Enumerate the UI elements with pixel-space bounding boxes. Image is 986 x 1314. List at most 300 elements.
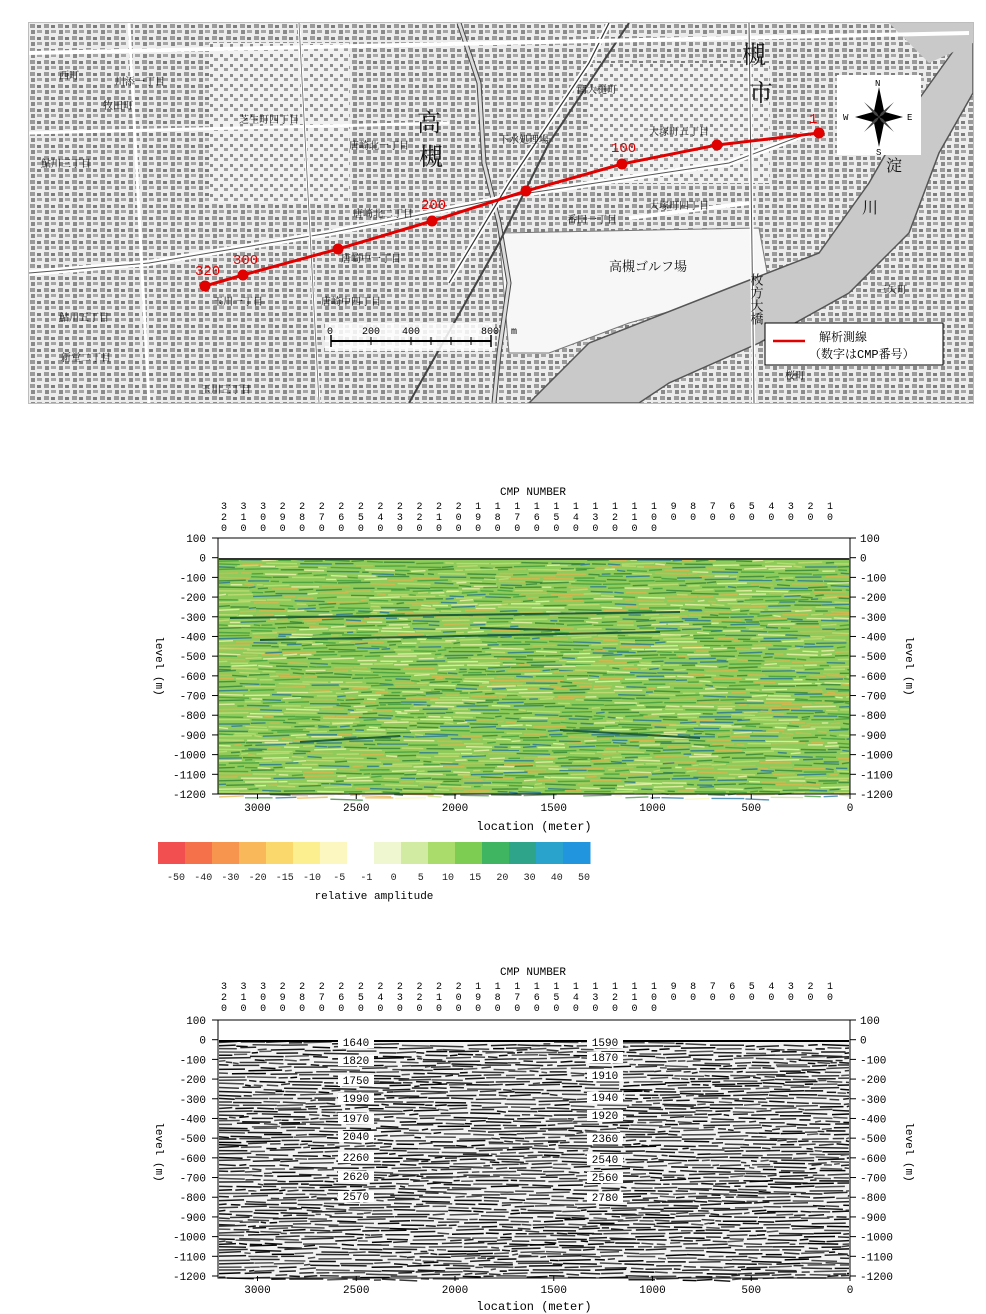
reflector (239, 1117, 248, 1118)
reflector (689, 740, 705, 741)
reflector (633, 1224, 655, 1225)
reflector (396, 1052, 416, 1053)
colorbar-tick-label: 20 (496, 873, 509, 884)
reflector (646, 1100, 662, 1101)
reflector (790, 1061, 797, 1062)
reflector (431, 1161, 450, 1162)
reflector (633, 1144, 640, 1145)
reflector (395, 717, 414, 718)
cmp-number-title: CMP NUMBER (499, 487, 567, 499)
reflector (625, 1217, 641, 1218)
reflector (219, 1214, 232, 1215)
reflector (370, 789, 392, 790)
reflector (663, 1054, 686, 1055)
reflector (728, 1091, 744, 1092)
reflector (589, 569, 605, 570)
level-tick-label: -500 (860, 1134, 887, 1147)
cmp-tick-label: 9 (279, 993, 286, 1004)
reflector (344, 747, 367, 748)
reflector (696, 677, 712, 678)
cmp-tick-label: 2 (416, 502, 423, 513)
reflector (457, 685, 479, 686)
reflector (593, 663, 627, 664)
reflector (304, 707, 333, 708)
reflector (228, 594, 253, 595)
reflector (553, 671, 584, 672)
reflector (686, 583, 707, 584)
cmp-tick-label: 0 (357, 524, 364, 535)
reflector (824, 581, 849, 582)
cmp-tick-label: 9 (475, 513, 482, 524)
reflector (292, 775, 303, 776)
colorbar-tick-label: -20 (248, 873, 267, 884)
reflector (821, 624, 836, 625)
reflector (568, 1224, 586, 1225)
reflector (660, 1196, 675, 1197)
reflector (464, 703, 475, 704)
reflector (219, 1218, 230, 1219)
reflector (815, 1186, 845, 1187)
level-tick-label: -1200 (172, 790, 206, 802)
reflector (371, 711, 392, 712)
cmp-label-1: 1 (809, 112, 818, 128)
reflector (275, 679, 300, 680)
place-label: 南大樋町 (577, 86, 617, 97)
reflector (835, 651, 849, 652)
reflector (764, 1077, 774, 1078)
reflector (495, 576, 511, 577)
reflector (435, 1157, 443, 1158)
cmp-tick-label: 0 (494, 1004, 501, 1015)
cmp-tick-label: 8 (494, 993, 501, 1004)
reflector (517, 753, 551, 754)
reflector (287, 610, 304, 611)
reflector (533, 645, 556, 646)
reflector (260, 1082, 286, 1083)
reflector (766, 627, 778, 628)
cmp-tick-label: 0 (260, 993, 267, 1004)
reflector (219, 1115, 244, 1116)
reflector (336, 614, 353, 615)
reflector (748, 1257, 757, 1258)
reflector (245, 1273, 272, 1274)
reflector (357, 632, 378, 633)
reflector (336, 773, 362, 774)
reflector (700, 1267, 722, 1268)
reflector (328, 1190, 349, 1191)
reflector (771, 749, 800, 750)
cmp-tick-label: 9 (279, 513, 286, 524)
place-label: 玉川一丁目 (213, 298, 263, 309)
level-tick-label: -700 (179, 691, 206, 704)
reflector (778, 683, 812, 684)
reflector (688, 573, 697, 574)
reflector (396, 1118, 417, 1119)
location-tick-label: 2000 (441, 803, 469, 815)
reflector (291, 1227, 324, 1228)
reflector (773, 1203, 808, 1204)
reflector (556, 1215, 584, 1216)
reflector (475, 1273, 487, 1274)
reflector (585, 1132, 620, 1133)
reflector (826, 1068, 849, 1069)
reflector (398, 654, 432, 655)
reflector (764, 664, 777, 665)
reflector (566, 733, 588, 734)
location-tick-label: 0 (846, 1285, 854, 1297)
cmp-tick-label: 2 (611, 513, 618, 524)
reflector (551, 777, 585, 778)
reflector (369, 597, 399, 598)
reflector (648, 584, 678, 585)
reflector (450, 1055, 458, 1056)
reflector (717, 712, 743, 713)
reflector (637, 625, 651, 626)
reflector (837, 647, 846, 648)
reflector (766, 760, 800, 761)
reflector (841, 573, 849, 574)
cmp-tick-label: 6 (729, 982, 736, 993)
reflector (481, 1216, 505, 1217)
reflector (485, 1059, 517, 1060)
reflector (338, 582, 370, 583)
reflector (244, 745, 252, 746)
reflector (337, 696, 345, 697)
reflector (350, 795, 360, 796)
reflector (219, 690, 248, 691)
level-axis-label-left: level (m) (152, 636, 164, 696)
reflector (273, 631, 296, 632)
cmp-tick-label: 2 (455, 502, 462, 513)
cmp-tick-label: 7 (318, 993, 325, 1004)
reflector (508, 652, 534, 653)
reflector (219, 649, 244, 650)
reflector (264, 716, 273, 717)
reflector (791, 757, 812, 758)
reflector (666, 590, 692, 591)
reflector (794, 1196, 810, 1197)
reflector (317, 597, 337, 598)
cmp-tick-label: 0 (651, 993, 658, 1004)
reflector (219, 686, 242, 687)
reflector (604, 705, 635, 706)
reflector (515, 1206, 535, 1207)
level-tick-label: -500 (179, 652, 206, 665)
cmp-tick-label: 2 (807, 982, 814, 993)
cmp-tick-label: 3 (592, 993, 599, 1004)
reflector (381, 631, 415, 632)
reflector (745, 600, 764, 601)
reflector (746, 1267, 767, 1268)
reflector (451, 1256, 481, 1257)
reflector (515, 766, 533, 767)
cmp-tick-label: 1 (240, 993, 247, 1004)
reflector (327, 1279, 348, 1280)
reflector (532, 1185, 553, 1186)
reflector (669, 1156, 696, 1157)
level-tick-label: -700 (860, 691, 887, 704)
reflector (747, 1238, 767, 1239)
reflector (292, 696, 313, 697)
reflector (728, 1183, 746, 1184)
reflector (549, 628, 574, 629)
reflector (624, 1264, 654, 1265)
reflector (724, 1115, 729, 1116)
reflector (626, 1276, 649, 1277)
reflector (535, 758, 555, 759)
reflector (545, 1242, 557, 1243)
reflector (641, 663, 652, 664)
reflector (317, 1232, 342, 1233)
reflector (624, 1253, 639, 1254)
reflector (600, 1153, 633, 1154)
reflector (843, 723, 849, 724)
reflector (418, 1191, 447, 1192)
reflector (519, 665, 530, 666)
reflector (712, 764, 726, 765)
reflector (245, 1085, 251, 1086)
reflector (541, 1072, 547, 1073)
reflector (568, 610, 601, 611)
reflector (398, 1170, 427, 1171)
reflector (509, 1071, 527, 1072)
reflector (649, 1122, 662, 1123)
reflector (597, 1250, 623, 1251)
reflector (847, 676, 849, 677)
place-label: 大塚町四丁目 (649, 202, 709, 213)
level-tick-label: -1200 (172, 1272, 206, 1284)
reflector (246, 1202, 266, 1203)
cmp-tick-label: 0 (396, 524, 403, 535)
reflector (656, 628, 678, 629)
reflector (407, 574, 424, 575)
reflector (668, 1163, 681, 1164)
level-tick-label: -1100 (172, 1252, 206, 1265)
colorbar-swatch (509, 842, 537, 864)
reflector (318, 727, 337, 728)
reflector (255, 1252, 270, 1253)
compass-s: S (876, 148, 882, 158)
reflector (373, 672, 405, 673)
reflector (331, 663, 359, 664)
reflector (713, 1241, 727, 1242)
reflector (516, 676, 533, 677)
reflector (577, 628, 602, 629)
reflector (324, 787, 352, 788)
reflector (274, 1120, 281, 1121)
reflector (285, 1060, 297, 1061)
reflector (653, 753, 681, 754)
reflector (808, 1045, 817, 1046)
reflector (417, 695, 426, 696)
reflector (294, 1253, 313, 1254)
reflector (497, 1111, 506, 1112)
reflector (500, 1138, 524, 1139)
reflector (815, 1121, 821, 1122)
reflector (661, 579, 677, 580)
reflector (301, 1207, 320, 1208)
reflector (672, 1078, 680, 1079)
reflector (561, 1061, 573, 1062)
cmp-tick-label: 1 (592, 502, 599, 513)
reflector (417, 1056, 422, 1057)
reflector (711, 631, 722, 632)
reflector (569, 746, 595, 747)
reflector (396, 679, 411, 680)
compass-rose-icon (837, 75, 921, 158)
reflector (744, 568, 767, 569)
reflector (830, 735, 837, 736)
reflector (315, 746, 327, 747)
reflector (777, 585, 790, 586)
reflector (809, 790, 827, 791)
reflector (479, 605, 502, 606)
reflector (671, 1221, 701, 1222)
reflector (656, 610, 685, 611)
reflector (453, 1266, 474, 1267)
reflector (414, 1236, 444, 1237)
legend-line-1: 解析測線 (819, 331, 868, 345)
cmp-tick-label: 0 (553, 524, 560, 535)
reflector (589, 1067, 612, 1068)
reflector (835, 697, 842, 698)
reflector (219, 633, 250, 634)
reflector (526, 584, 537, 585)
reflector (229, 1117, 236, 1118)
reflector (737, 1195, 757, 1196)
reflector (487, 742, 496, 743)
cmp-tick-label: 7 (514, 993, 521, 1004)
reflector (318, 713, 348, 714)
velocity-label: 1990 (342, 1094, 370, 1106)
reflector (280, 1165, 289, 1166)
reflector (717, 660, 727, 661)
reflector (456, 1229, 484, 1230)
reflector (487, 1243, 507, 1244)
reflector (638, 597, 665, 598)
cmp-tick-label: 1 (631, 982, 638, 993)
reflector (491, 1138, 500, 1139)
cmp-tick-label: 0 (416, 1004, 423, 1015)
reflector (362, 796, 391, 797)
reflector (818, 1063, 831, 1064)
reflector (657, 1244, 666, 1245)
reflector (371, 669, 401, 670)
reflector (655, 573, 687, 574)
reflector (680, 722, 696, 723)
reflector (254, 637, 276, 638)
reflector (465, 610, 496, 611)
colorbar-swatch (428, 842, 456, 864)
reflector (248, 1070, 282, 1071)
legend-line-2: （数字はCMP番号） (809, 348, 915, 362)
reflector (506, 1048, 531, 1049)
reflector (250, 1245, 277, 1246)
colorbar-tick-label: 5 (417, 873, 424, 884)
reflector (745, 726, 756, 727)
reflector (825, 596, 849, 597)
cmp-tick-label: 0 (807, 513, 814, 524)
reflector (462, 592, 478, 593)
reflector (825, 635, 848, 636)
location-axis (244, 794, 853, 815)
reflector (543, 670, 551, 671)
reflector (252, 1169, 261, 1170)
reflector (744, 1213, 750, 1214)
reflector (413, 1181, 428, 1182)
reflector (815, 1151, 822, 1152)
reflector (419, 1143, 433, 1144)
reflector (524, 780, 536, 781)
reflector (415, 736, 448, 737)
reflector (412, 1263, 421, 1264)
reflector (523, 1203, 547, 1204)
reflector (507, 689, 528, 690)
reflector (271, 1049, 305, 1050)
reflector (480, 1159, 495, 1160)
reflector (839, 735, 849, 736)
place-label: 唐崎北二丁目 (353, 210, 413, 221)
reflector (482, 735, 497, 736)
reflector (503, 1273, 528, 1274)
cmp-tick-label: 1 (533, 502, 540, 513)
reflector (694, 590, 713, 591)
level-tick-label: -900 (179, 730, 206, 743)
reflector (464, 790, 490, 791)
reflector (562, 1161, 587, 1162)
reflector (564, 1046, 573, 1047)
reflector (316, 673, 333, 674)
reflector (566, 1274, 579, 1275)
reflector (491, 1269, 496, 1270)
reflector (389, 1228, 418, 1229)
colorbar-swatch (212, 842, 240, 864)
reflector (778, 573, 812, 574)
level-tick-label: -900 (179, 1212, 206, 1225)
reflector (668, 1061, 677, 1062)
cmp-tick-label: 3 (260, 982, 267, 993)
reflector (738, 776, 747, 777)
reflector (517, 1170, 542, 1171)
reflector (807, 1072, 820, 1073)
colorbar-tick-label: 10 (441, 873, 455, 884)
reflector (219, 1249, 248, 1250)
reflector (815, 703, 832, 704)
reflector (248, 1220, 269, 1221)
cmp-tick-label: 1 (514, 982, 521, 993)
reflector (443, 1050, 465, 1051)
cmp-label-300: 300 (233, 253, 259, 269)
reflector (518, 1256, 538, 1257)
reflector (793, 1158, 814, 1159)
reflector (547, 1256, 581, 1257)
reflector (718, 638, 734, 639)
reflector (351, 561, 364, 562)
reflector (438, 665, 464, 666)
reflector (831, 612, 849, 613)
reflector (688, 674, 704, 675)
reflector (428, 796, 442, 797)
reflector (534, 787, 545, 788)
reflector (699, 681, 710, 682)
reflector (219, 1244, 236, 1245)
reflector (255, 1060, 265, 1061)
reflector (786, 635, 810, 636)
cmp-tick-label: 0 (690, 993, 697, 1004)
reflector (650, 1078, 668, 1079)
reflector (274, 1263, 304, 1264)
reflector (580, 564, 590, 565)
